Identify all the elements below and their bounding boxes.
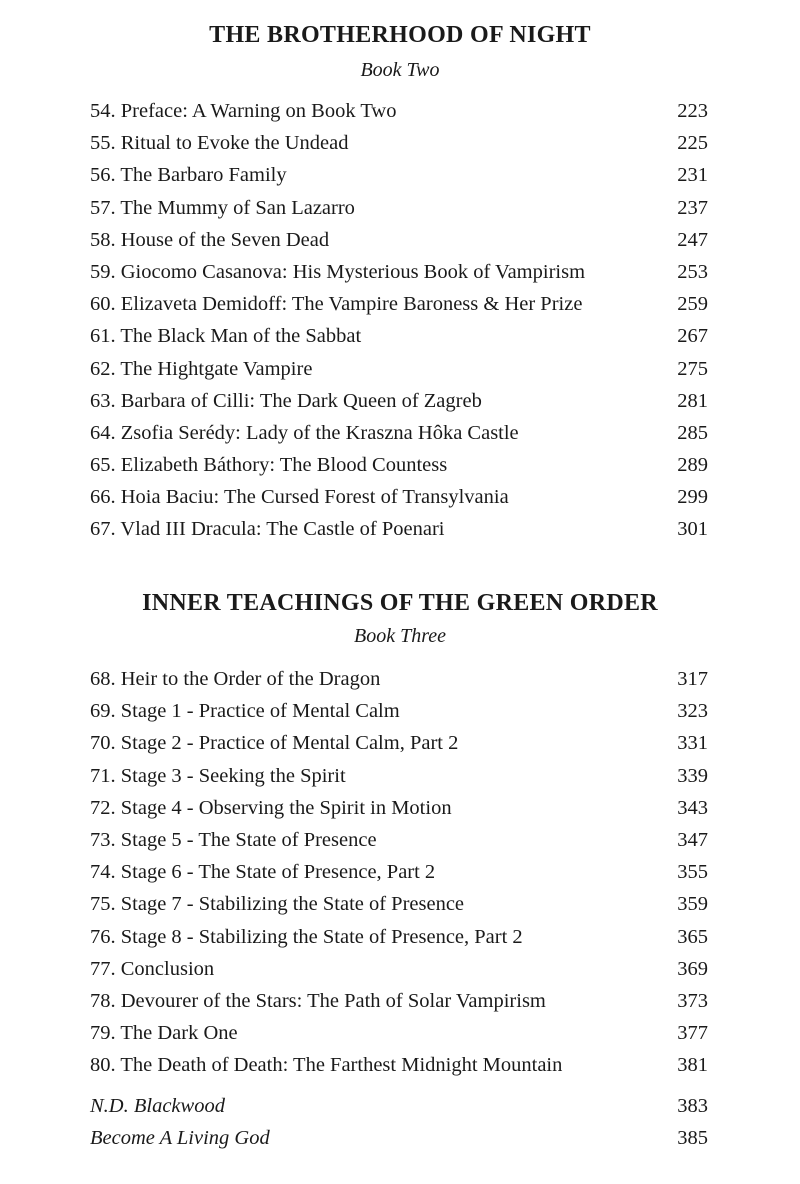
toc-entry-page-number: 323	[677, 700, 708, 723]
toc-entry-title: 72. Stage 4 - Observing the Spirit in Motion	[90, 796, 452, 819]
toc-entry-page-number: 289	[677, 454, 708, 477]
toc-entry	[90, 513, 708, 545]
toc-entry-title: 54. Preface: A Warning on Book Two	[90, 100, 397, 122]
toc-entry	[90, 695, 708, 727]
toc-entry-page-number: 377	[677, 1022, 708, 1045]
toc-entry	[90, 481, 708, 513]
toc-entry-page-number: 339	[677, 764, 708, 787]
toc-entry-title: 79. The Dark One	[90, 1022, 238, 1045]
toc-entry-page-number: 385	[677, 1127, 708, 1150]
toc-entry-page-number: 301	[677, 518, 708, 541]
toc-entry-title: 62. The Hightgate Vampire	[90, 357, 313, 380]
toc-entry	[90, 159, 708, 191]
toc-entry-page-number: 317	[677, 668, 708, 690]
toc-entry-title: 63. Barbara of Cilli: The Dark Queen of Zagreb	[90, 389, 482, 412]
toc-entry-title: 60. Elizaveta Demidoff: The Vampire Baroness & Her Prize	[90, 293, 583, 316]
section-subtitle: Book Two	[360, 59, 440, 81]
toc-entry	[90, 1049, 708, 1081]
toc-entry-page-number: 383	[677, 1095, 708, 1117]
toc-entry	[90, 224, 708, 256]
toc-entry-title: 59. Giocomo Casanova: His Mysterious Book of Vampirism	[90, 260, 586, 283]
toc-entry-title: 65. Elizabeth Báthory: The Blood Countess	[90, 454, 448, 477]
toc-entry-title: 71. Stage 3 - Seeking the Spirit	[90, 764, 346, 787]
toc-entry	[90, 353, 708, 385]
toc-entry-page-number: 225	[677, 132, 708, 155]
toc-entry	[90, 663, 708, 695]
toc-entry-title: 73. Stage 5 - The State of Presence	[90, 828, 377, 851]
toc-entry	[90, 417, 708, 449]
toc-entry-title: 57. The Mummy of San Lazarro	[90, 196, 355, 219]
toc-entry-title: 58. House of the Seven Dead	[90, 228, 330, 251]
toc-entry	[90, 288, 708, 320]
toc-entry-title: 75. Stage 7 - Stabilizing the State of Presence	[90, 893, 465, 916]
toc-entry-title: 77. Conclusion	[90, 957, 215, 980]
toc-entry-page-number: 331	[677, 732, 708, 755]
toc-entry-page-number: 299	[677, 486, 708, 509]
toc-entry-page-number: 365	[677, 925, 708, 948]
toc-entry	[90, 824, 708, 856]
toc-entry	[90, 888, 708, 920]
toc-entry-page-number: 259	[677, 293, 708, 316]
toc-entry-title: 70. Stage 2 - Practice of Mental Calm, Part 2	[90, 732, 459, 755]
toc-entry	[90, 385, 708, 417]
toc-entry-title: 74. Stage 6 - The State of Presence, Part 2	[90, 861, 436, 884]
toc-entry	[90, 1017, 708, 1049]
toc-entry-title: 61. The Black Man of the Sabbat	[90, 325, 362, 348]
toc-entry-page-number: 343	[677, 796, 708, 819]
toc-entry	[90, 921, 708, 953]
toc-entry	[90, 953, 708, 985]
toc-entry	[90, 985, 708, 1017]
toc-entry-page-number: 355	[677, 861, 708, 884]
toc-entry-page-number: 347	[677, 828, 708, 851]
toc-entry-page-number: 275	[677, 357, 708, 380]
toc-list-book-two	[0, 95, 800, 546]
toc-entry-page-number: 223	[677, 100, 708, 122]
toc-entry	[90, 449, 708, 481]
toc-entry	[90, 320, 708, 352]
toc-entry-title: 66. Hoia Baciu: The Cursed Forest of Transylvania	[90, 486, 509, 509]
toc-entry-page-number: 369	[677, 957, 708, 980]
toc-entry-page-number: 373	[677, 989, 708, 1012]
toc-entry-page-number: 285	[677, 421, 708, 444]
toc-entry-title: 68. Heir to the Order of the Dragon	[90, 668, 381, 690]
toc-entry-title: Become A Living God	[90, 1127, 270, 1150]
toc-entry-title: 64. Zsofia Serédy: Lady of the Kraszna Hôka Castle	[90, 421, 519, 444]
toc-entry-page-number: 231	[677, 164, 708, 187]
toc-entry-title: N.D. Blackwood	[90, 1095, 225, 1117]
toc-list-extras	[0, 1090, 800, 1154]
toc-entry	[90, 856, 708, 888]
toc-entry	[90, 1090, 708, 1122]
toc-entry	[90, 256, 708, 288]
toc-entry-page-number: 267	[677, 325, 708, 348]
toc-entry	[90, 192, 708, 224]
toc-entry-title: 76. Stage 8 - Stabilizing the State of Presence, Part 2	[90, 925, 523, 948]
toc-entry-page-number: 281	[677, 389, 708, 412]
toc-entry-page-number: 359	[677, 893, 708, 916]
toc-entry-title: 67. Vlad III Dracula: The Castle of Poenari	[90, 518, 445, 541]
toc-entry	[90, 727, 708, 759]
section-subtitle: Book Three	[353, 625, 446, 647]
toc-entry-title: 80. The Death of Death: The Farthest Midnight Mountain	[90, 1054, 563, 1077]
toc-entry	[90, 760, 708, 792]
toc-entry	[90, 127, 708, 159]
toc-entry-page-number: 253	[677, 260, 708, 283]
toc-entry	[90, 1122, 708, 1154]
toc-entry-title: 78. Devourer of the Stars: The Path of Solar Vampirism	[90, 989, 546, 1012]
section-title: INNER TEACHINGS OF THE GREEN ORDER	[142, 590, 658, 616]
toc-list-book-three	[0, 663, 800, 1081]
toc-entry-title: 55. Ritual to Evoke the Undead	[90, 132, 349, 155]
toc-entry-page-number: 381	[677, 1054, 708, 1077]
toc-entry	[90, 95, 708, 127]
toc-entry	[90, 792, 708, 824]
section-title: THE BROTHERHOOD OF NIGHT	[209, 22, 591, 48]
toc-entry-title: 56. The Barbaro Family	[90, 164, 287, 187]
toc-entry-page-number: 247	[677, 228, 708, 251]
toc-entry-page-number: 237	[677, 196, 708, 219]
toc-entry-title: 69. Stage 1 - Practice of Mental Calm	[90, 700, 400, 723]
